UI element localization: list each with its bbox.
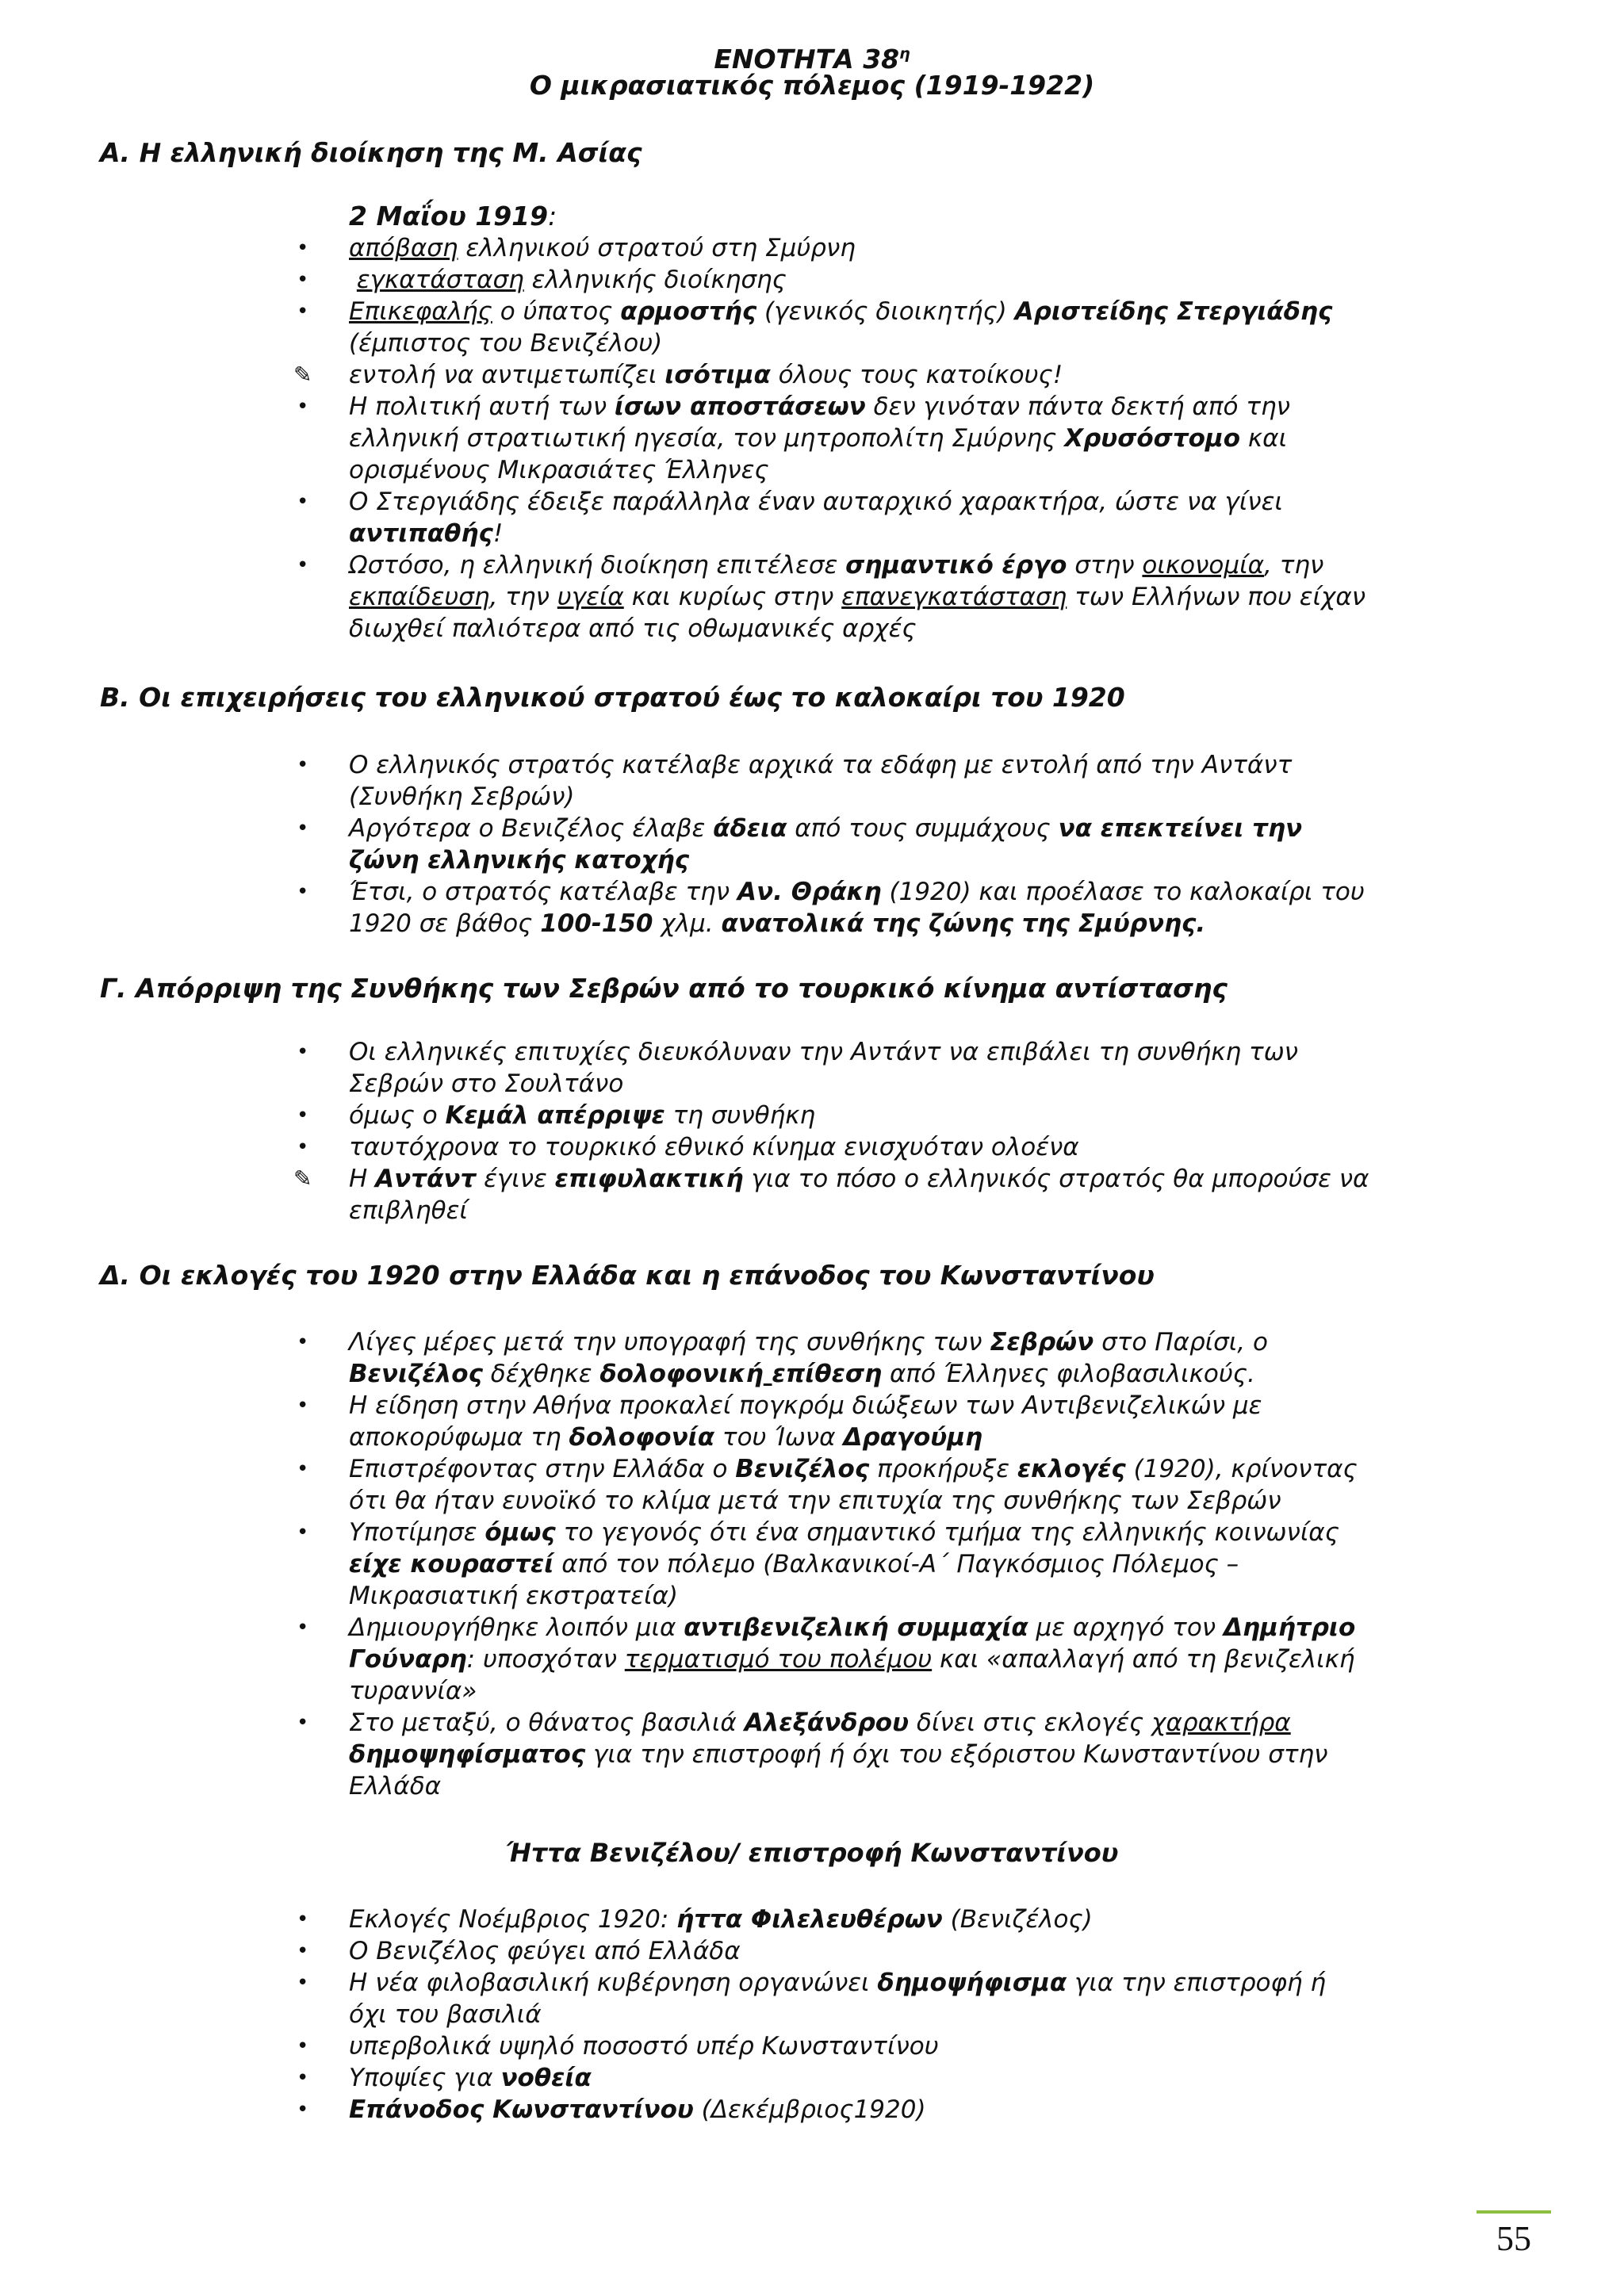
item-text: με αρχηγό τον — [1028, 1613, 1224, 1642]
bold-term: σημαντικό έργο — [845, 551, 1067, 580]
item-text: από Έλληνες φιλοβασιλικούς. — [882, 1360, 1255, 1388]
list-item — [349, 1904, 1404, 1935]
item-text: έγινε — [476, 1165, 555, 1193]
arrow-bullet-icon: ✎ — [293, 362, 312, 388]
bold-term: Κεμάλ απέρριψε — [445, 1101, 665, 1130]
list-item — [349, 813, 1404, 844]
date-text: 2 Μαΐου 1919 — [349, 201, 549, 232]
underlined-term: απόβαση — [349, 234, 458, 262]
bullet-icon: • — [297, 1135, 309, 1159]
bullet-icon: • — [297, 268, 309, 292]
item-text: Έτσι, ο στρατός κατέλαβε την — [349, 878, 737, 906]
list-item-continuation: όχι του βασιλιά — [349, 2000, 542, 2029]
item-text: ελληνική στρατιωτική ηγεσία, τον μητροπολίτη Σμύρνης — [349, 424, 1065, 453]
bold-term: Επάνοδος Κωνσταντίνου — [349, 2095, 694, 2124]
item-text: δίνει στις εκλογές — [909, 1709, 1152, 1737]
unit-superscript: η — [899, 45, 910, 63]
bullet-icon: • — [297, 1104, 309, 1127]
item-text: και «απαλλαγή από τη βενιζελική — [932, 1645, 1355, 1674]
list-item-continuation: Ελλάδα — [349, 1772, 442, 1800]
bullet-icon: • — [297, 880, 309, 904]
bullet-icon: • — [297, 2066, 309, 2090]
section-a-title: Α. Η ελληνική διοίκηση της Μ. Ασίας — [100, 137, 642, 168]
page-title: Ο μικρασιατικός πόλεμος (1919-1922) — [529, 70, 1095, 101]
bullet-icon: • — [297, 1711, 309, 1735]
date-heading — [349, 201, 557, 232]
item-text: από τον πόλεμο (Βαλκανικοί-Α΄ Παγκόσμιος Πόλεμος – — [553, 1550, 1239, 1578]
bullet-icon: • — [297, 1457, 309, 1481]
bold-term: ισότιμα — [665, 361, 771, 389]
item-text: δέχθηκε — [482, 1360, 600, 1388]
item-text: τη συνθήκη — [665, 1101, 816, 1130]
item-text: (Βενιζέλος) — [942, 1905, 1093, 1934]
bold-term: νοθεία — [500, 2064, 592, 2092]
list-item-continuation: τυραννία» — [349, 1677, 477, 1705]
list-item: ταυτόχρονα το τουρκικό εθνικό κίνημα ενισχυόταν ολοένα — [349, 1133, 1079, 1161]
section-c-title: Γ. Απόρριψη της Συνθήκης των Σεβρών από το τουρκικό κίνημα αντίστασης — [100, 973, 1228, 1004]
list-item-continuation: Σεβρών στο Σουλτάνο — [349, 1070, 624, 1098]
list-item-continuation — [349, 581, 1404, 613]
bullet-icon: • — [297, 1040, 309, 1064]
item-text: εντολή να αντιμετωπίζει — [349, 361, 665, 389]
subsection-title: Ήττα Βενιζέλου/ επιστροφή Κωνσταντίνου — [505, 1838, 1119, 1868]
list-item: Ο ελληνικός στρατός κατέλαβε αρχικά τα εδάφη με εντολή από την Αντάντ — [349, 751, 1293, 779]
list-item-continuation: ζώνη ελληνικής κατοχής — [349, 846, 690, 874]
underlined-term: υγεία — [557, 583, 624, 611]
bullet-icon: • — [297, 1616, 309, 1640]
underlined-term: τερματισμό του πολέμου — [624, 1645, 933, 1674]
item-text: Υποψίες για — [349, 2064, 501, 2092]
list-item-continuation — [349, 423, 1404, 454]
bullet-icon: • — [297, 395, 309, 419]
underlined-term: εκπαίδευση — [349, 583, 490, 611]
list-item — [349, 1453, 1404, 1485]
item-text: για το πόσο ο ελληνικός στρατός θα μπορούσε να — [743, 1165, 1369, 1193]
item-text: ! — [492, 519, 504, 548]
item-text: αποκορύφωμα τη — [349, 1423, 569, 1452]
item-text: Στο μεταξύ, ο θάνατος βασιλιά — [349, 1709, 745, 1737]
item-text: για την επιστροφή ή — [1067, 1969, 1327, 1997]
bold-term: επίθεση — [772, 1360, 883, 1388]
list-item — [349, 1517, 1404, 1548]
bold-term: επιφυλακτική — [554, 1165, 744, 1193]
item-text: Υποτίμησε — [349, 1518, 485, 1547]
item-text: ελληνικής διοίκησης — [523, 266, 787, 294]
item-text: Ωστόσο, η ελληνική διοίκηση επιτέλεσε — [349, 551, 846, 580]
list-item-continuation: (Συνθήκη Σεβρών) — [349, 783, 575, 811]
list-item — [349, 1967, 1404, 1999]
list-item-continuation — [349, 1358, 1404, 1390]
page-number-rule — [1477, 2210, 1551, 2214]
item-text: όμως ο — [349, 1101, 446, 1130]
bullet-icon: • — [297, 2034, 309, 2058]
item-text: Η — [349, 1165, 376, 1193]
bold-term: ανατολικά της ζώνης της Σμύρνης. — [721, 909, 1206, 938]
bullet-icon: • — [297, 817, 309, 840]
item-text: Λίγες μέρες μετά την υπογραφή της συνθήκης των — [349, 1328, 990, 1357]
item-text: του Ίωνα — [714, 1423, 844, 1452]
item-text: το γεγονός ότι ένα σημαντικό τμήμα της ελληνικής κοινωνίας — [555, 1518, 1339, 1547]
item-text: , την — [1264, 551, 1324, 580]
bold-term: Δραγούμη — [843, 1423, 983, 1452]
bold-term: Αν. Θράκη — [737, 878, 882, 906]
underlined-term: οικονομία — [1142, 551, 1265, 580]
list-item-continuation: Μικρασιατική εκστρατεία) — [349, 1582, 679, 1610]
underlined-term: εγκατάσταση — [356, 266, 524, 294]
item-text: και κυρίως στην — [623, 583, 842, 611]
list-item-continuation — [349, 1739, 1404, 1770]
list-item-continuation — [349, 518, 1404, 549]
bullet-icon: • — [297, 1394, 309, 1418]
item-text: (1920) και προέλασε το καλοκαίρι του — [881, 878, 1365, 906]
bullet-icon: • — [297, 1330, 309, 1354]
item-text: Η νέα φιλοβασιλική κυβέρνηση οργανώνει — [349, 1969, 878, 1997]
underlined-term: Επικεφαλής — [349, 297, 492, 326]
bold-term: αντιπαθής — [349, 519, 493, 548]
list-item — [349, 1100, 1404, 1131]
list-item-continuation — [349, 1422, 1404, 1453]
item-text: (1920), κρίνοντας — [1125, 1455, 1358, 1483]
list-item — [349, 359, 1404, 391]
bold-term: Αριστείδης Στεργιάδης — [1014, 297, 1333, 326]
item-text: δεν γινόταν πάντα δεκτή από την — [865, 392, 1290, 421]
list-item — [349, 876, 1404, 908]
bullet-icon: • — [297, 1908, 309, 1931]
list-item — [349, 264, 1404, 296]
bold-term: όμως — [485, 1518, 556, 1547]
list-item: υπερβολικά υψηλό ποσοστό υπέρ Κωνσταντίνου — [349, 2032, 939, 2061]
bold-term: εκλογές — [1017, 1455, 1126, 1483]
bold-term: Αντάντ — [375, 1165, 477, 1193]
item-text: (Δεκέμβριος1920) — [693, 2095, 926, 2124]
item-text: Η πολιτική αυτή των — [349, 392, 615, 421]
item-text: στην — [1067, 551, 1143, 580]
item-text: και — [1240, 424, 1288, 453]
underlined-term: επανεγκατάσταση — [841, 583, 1067, 611]
list-item — [349, 1707, 1404, 1739]
list-item-continuation: ορισμένους Μικρασιάτες Έλληνες — [349, 456, 769, 484]
bold-term: ήττα Φιλελευθέρων — [676, 1905, 943, 1934]
bullet-icon: • — [297, 490, 309, 514]
item-text: προκήρυξε — [869, 1455, 1017, 1483]
item-text: 1920 σε βάθος — [349, 909, 541, 938]
bold-term: Χρυσόστομο — [1064, 424, 1241, 453]
list-item-continuation: (έμπιστος του Βενιζέλου) — [349, 329, 663, 358]
list-item: Οι ελληνικές επιτυχίες διευκόλυναν την Αντάντ να επιβάλει τη συνθήκη των — [349, 1038, 1298, 1066]
bold-term: να επεκτείνει την — [1058, 814, 1303, 843]
bullet-icon: • — [297, 553, 309, 577]
bold-term: Βενιζέλος — [349, 1360, 483, 1388]
item-text: για την επιστροφή ή όχι του εξόριστου Κωνσταντίνου στην — [585, 1740, 1328, 1769]
item-text: Επιστρέφοντας στην Ελλάδα ο — [349, 1455, 736, 1483]
list-item — [349, 2094, 1404, 2126]
item-text: , την — [489, 583, 557, 611]
bold-term: Δημήτριο — [1223, 1613, 1356, 1642]
list-item — [349, 2062, 1404, 2094]
item-text: από τους συμμάχους — [787, 814, 1059, 843]
arrow-bullet-icon: ✎ — [293, 1165, 312, 1192]
bullet-icon: • — [297, 753, 309, 777]
bold-term: άδεια — [713, 814, 787, 843]
list-item — [349, 1326, 1404, 1358]
list-item: Η είδηση στην Αθήνα προκαλεί πογκρόμ διώξεων των Αντιβενιζελικών με — [349, 1391, 1262, 1420]
item-text: (γενικός διοικητής) — [756, 297, 1015, 326]
list-item — [349, 391, 1404, 423]
bullet-icon: • — [297, 1521, 309, 1544]
bold-term: δημοψήφισμα — [877, 1969, 1067, 1997]
bold-term: δολοφονία — [569, 1423, 715, 1452]
bold-term: είχε κουραστεί — [349, 1550, 554, 1578]
item-text: χλμ. — [653, 909, 722, 938]
list-item-continuation: επιβληθεί — [349, 1196, 468, 1225]
section-b-title: Β. Οι επιχειρήσεις του ελληνικού στρατού έως το καλοκαίρι του 1920 — [100, 682, 1125, 713]
list-item-continuation — [349, 1548, 1404, 1580]
section-d-title: Δ. Οι εκλογές του 1920 στην Ελλάδα και η επάνοδος του Κωνσταντίνου — [100, 1260, 1155, 1291]
list-item-continuation: ότι θα ήταν ευνοϊκό το κλίμα μετά την επιτυχία της συνθήκης των Σεβρών — [349, 1487, 1281, 1515]
item-text: στο Παρίσι, ο — [1094, 1328, 1268, 1357]
item-text: Αργότερα ο Βενιζέλος έλαβε — [349, 814, 714, 843]
bullet-icon: • — [297, 2098, 309, 2122]
bold-term: Βενιζέλος — [735, 1455, 870, 1483]
bold-term: αρμοστής — [620, 297, 757, 326]
list-item — [349, 549, 1404, 581]
list-item — [349, 296, 1404, 327]
unit-label: ΕΝΟΤΗΤΑ 38 — [714, 44, 900, 75]
bold-term: δολοφονική — [599, 1360, 764, 1388]
bold-term: αντιβενιζελική συμμαχία — [684, 1613, 1028, 1642]
list-item-continuation — [349, 908, 1404, 939]
bullet-icon: • — [297, 236, 309, 260]
bold-term: Αλεξάνδρου — [744, 1709, 910, 1737]
item-text: ελληνικού στρατού στη Σμύρνη — [458, 234, 856, 262]
bullet-icon: • — [297, 1939, 309, 1963]
item-text: όλους τους κατοίκους! — [770, 361, 1063, 389]
item-text: Δημιουργήθηκε λοιπόν μια — [349, 1613, 684, 1642]
list-item — [349, 1163, 1404, 1195]
list-item: Ο Βενιζέλος φεύγει από Ελλάδα — [349, 1937, 741, 1965]
bold-term: Γούναρη — [349, 1645, 467, 1674]
bold-term: Σεβρών — [990, 1328, 1094, 1357]
item-text: των Ελλήνων που είχαν — [1067, 583, 1366, 611]
underlined-term: χαρακτήρα — [1151, 1709, 1291, 1737]
bold-term: δημοψηφίσματος — [349, 1740, 586, 1769]
bold-term: ίσων αποστάσεων — [614, 392, 866, 421]
bullet-icon: • — [297, 300, 309, 323]
list-item: Ο Στεργιάδης έδειξε παράλληλα έναν αυταρχικό χαρακτήρα, ώστε να γίνει — [349, 488, 1283, 516]
page-number: 55 — [1496, 2219, 1531, 2258]
list-item-continuation — [349, 1644, 1404, 1675]
date-suffix: : — [548, 201, 557, 232]
item-text: : υποσχόταν — [466, 1645, 625, 1674]
list-item-continuation: διωχθεί παλιότερα από τις οθωμανικές αρχές — [349, 614, 917, 643]
underlined-space — [764, 1360, 772, 1388]
item-text: Εκλογές Νοέμβριος 1920: — [349, 1905, 677, 1934]
bold-term: 100-150 — [540, 909, 653, 938]
list-item — [349, 232, 1404, 264]
bullet-icon: • — [297, 1971, 309, 1995]
item-text: ο ύπατος — [492, 297, 621, 326]
list-item — [349, 1612, 1404, 1644]
